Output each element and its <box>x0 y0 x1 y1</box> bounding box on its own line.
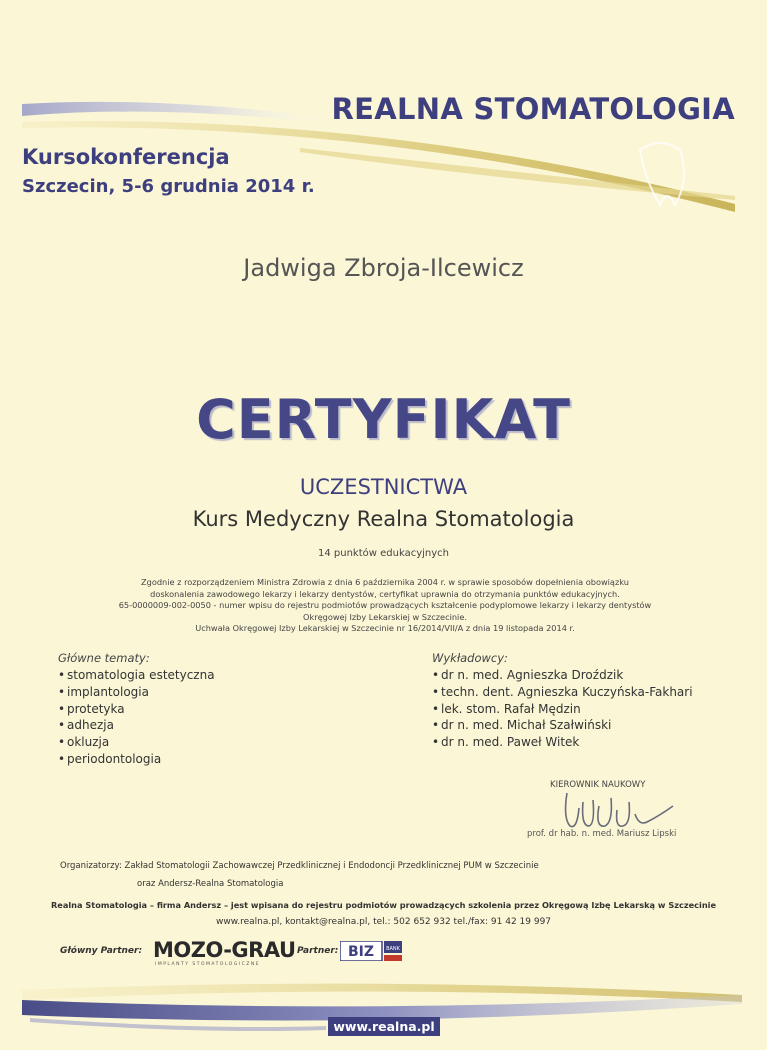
svg-text:BANK: BANK <box>386 946 400 952</box>
list-item: • adhezja <box>58 718 114 733</box>
main-partner-label: Główny Partner: <box>60 946 143 956</box>
lecturers-heading: Wykładowcy: <box>432 651 508 665</box>
course-location-date: Szczecin, 5-6 grudnia 2014 r. <box>22 176 315 197</box>
organizers-line: Organizatorzy: Zakład Stomatologii Zachowawczej Przedklinicznej i Endodoncji Przedklinicznej PUM w Szczecinie <box>60 861 539 871</box>
course-name: Kurs Medyczny Realna Stomatologia <box>192 507 575 531</box>
director-name: prof. dr hab. n. med. Mariusz Lipski <box>527 829 677 839</box>
list-item: • periodontologia <box>58 751 162 766</box>
list-item: • dr n. med. Michał Szałwiński <box>432 718 612 733</box>
biz-bank-logo-icon <box>340 941 402 961</box>
list-item: • stomatologia estetyczna <box>58 668 215 682</box>
mozo-grau-tagline: IMPLANTY STOMATOLOGICZNE <box>155 962 261 967</box>
topics-heading: Główne tematy: <box>58 651 150 665</box>
certificate-subtitle: UCZESTNICTWA <box>299 475 468 499</box>
certificate-title: CERTYFIKAT <box>196 388 571 451</box>
signature-icon <box>555 788 695 833</box>
list-item: • techn. dent. Agnieszka Kuczyńska-Fakhari <box>432 684 693 699</box>
director-title: KIEROWNIK NAUKOWY <box>550 780 646 790</box>
legal-line: Zgodnie z rozporządzeniem Ministra Zdrowia z dnia 6 października 2004 r. w sprawie sposobów dopełnienia obowiązku <box>141 577 629 587</box>
list-item: • lek. stom. Rafał Mędzin <box>432 701 581 716</box>
svg-text:BIZ: BIZ <box>347 944 375 960</box>
legal-line: doskonalenia zawodowego lekarzy i lekarzy dentystów, certyfikat uprawnia do otrzymania punktów edukacyjnych. <box>150 588 620 599</box>
partners <box>60 938 460 967</box>
list-item: • implantologia <box>58 684 149 699</box>
partner-label: Partner: <box>297 946 339 956</box>
legal-line: 65-0000009-002-0050 - numer wpisu do rejestru podmiotów prowadzących kształcenie podyplomowe lekarzy i lekarzy dentystów <box>118 600 652 610</box>
lecturers-list <box>432 651 693 751</box>
legal-notice <box>60 577 710 635</box>
contact-info: www.realna.pl, kontakt@realna.pl, tel.: 502 652 932 tel./fax: 91 42 19 997 <box>215 917 552 927</box>
firm-note: Realna Stomatologia – firma Andersz – jest wpisana do rejestru podmiotów prowadzących szkolenia przez Okręgową Izbę Lekarską w Szczecinie <box>50 900 717 910</box>
course-type: Kursokonferencja <box>22 145 230 169</box>
website-badge: www.realna.pl <box>328 1017 440 1036</box>
topics-list <box>58 651 215 768</box>
education-points: 14 punktów edukacyjnych <box>318 548 449 559</box>
organizers-line: oraz Andersz-Realna Stomatologia <box>137 879 284 889</box>
list-item: • dr n. med. Paweł Witek <box>432 735 580 750</box>
list-item: • dr n. med. Agnieszka Droździk <box>432 668 624 682</box>
mozo-grau-logo: MOZO-GRAU <box>153 938 296 962</box>
participant-name: Jadwiga Zbroja-Ilcewicz <box>243 254 524 282</box>
legal-line: Okręgowej Izby Lekarskiej w Szczecinie. <box>303 611 467 622</box>
list-item: • protetyka <box>58 701 125 716</box>
legal-line: Uchwała Okręgowej Izby Lekarskiej w Szczecinie nr 16/2014/VII/A z dnia 19 listopada 2014 r. <box>195 623 575 633</box>
organizers <box>60 857 660 893</box>
list-item: • okluzja <box>58 735 110 750</box>
brand-name: REALNA STOMATOLOGIA <box>331 92 735 126</box>
